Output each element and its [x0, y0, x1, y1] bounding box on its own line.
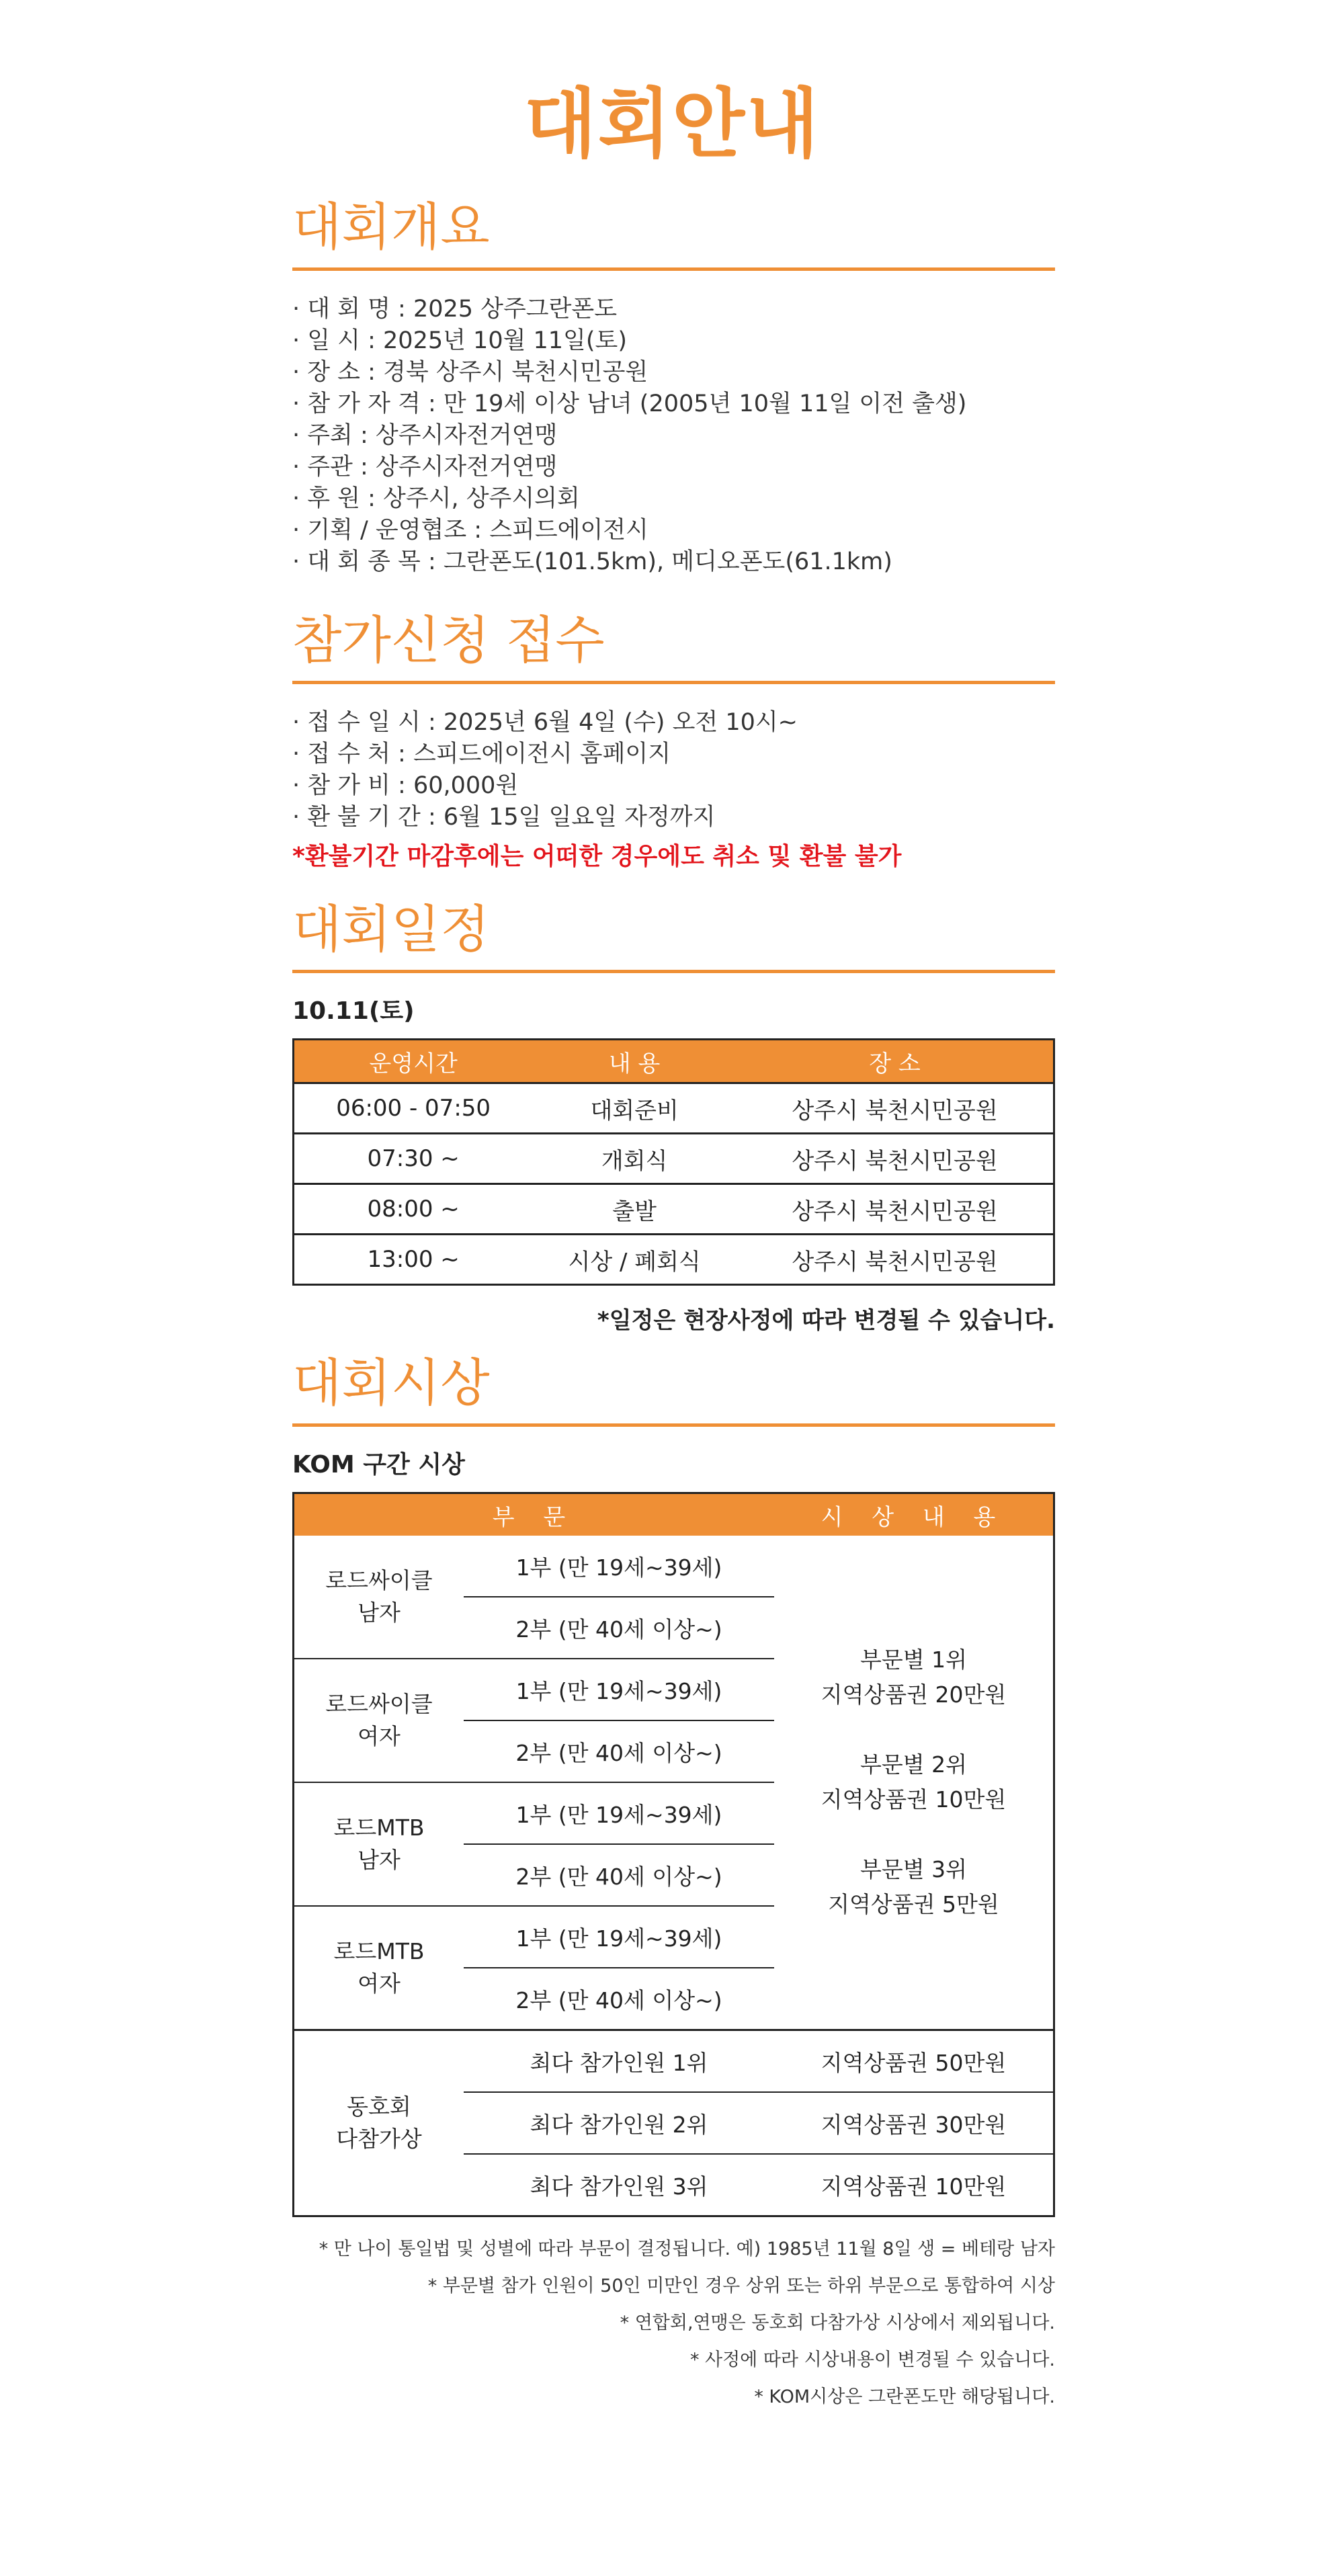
club-prize-cell: 지역상품권 30만원 [774, 2092, 1054, 2154]
awards-title: 대회시상 [292, 1358, 1055, 1427]
schedule-date: 10.11(토) [292, 997, 415, 1025]
list-item: · 주최 : 상주시자전거연맹 [292, 422, 558, 449]
category-line: 로드MTB [333, 1938, 425, 1964]
col-header: 내 용 [532, 1040, 737, 1083]
category-line: 남자 [358, 1599, 401, 1626]
col-header: 장 소 [737, 1040, 1054, 1083]
club-prize-cell: 지역상품권 10만원 [774, 2154, 1054, 2216]
category-line: 남자 [358, 1847, 401, 1873]
list-item: · 후 원 : 상주시, 상주시의회 [292, 485, 580, 512]
note-line: * 연합회,연맹은 동호회 다참가상 시상에서 제외됩니다. [620, 2313, 1055, 2333]
schedule-table [292, 1038, 1055, 1286]
list-item: · 기획 / 운영협조 : 스피드에이전시 [292, 517, 648, 544]
cell: 13:00 ~ [294, 1235, 533, 1285]
cell: 개회식 [532, 1134, 737, 1184]
category-line: 로드싸이클 [325, 1691, 433, 1717]
club-rank-cell: 최다 참가인원 2위 [464, 2092, 774, 2154]
list-item: · 장 소 : 경북 상주시 북천시민공원 [292, 359, 648, 386]
table-row [294, 1083, 1054, 1134]
prize-line: 부문별 3위 [860, 1856, 967, 1882]
prize-line: 지역상품권 20만원 [821, 1681, 1007, 1708]
list-item: · 환 불 기 간 : 6월 15일 일요일 자정까지 [292, 804, 716, 831]
table-row [294, 1134, 1054, 1184]
division-cell: 2부 (만 40세 이상~) [464, 1844, 774, 1906]
registration-list [292, 707, 1055, 833]
awards-subtitle: KOM 구간 시상 [292, 1451, 465, 1479]
overview-section [292, 197, 1055, 578]
awards-section [292, 1353, 1055, 2415]
division-cell: 2부 (만 40세 이상~) [464, 1597, 774, 1659]
note-line: * 부문별 참가 인원이 50인 미만인 경우 상위 또는 하위 부문으로 통합하여 시상 [427, 2276, 1055, 2296]
category-cell [294, 2030, 464, 2216]
col-header: 부 문 [294, 1493, 775, 1536]
division-cell: 1부 (만 19세~39세) [464, 1906, 774, 1968]
prize-line: 부문별 2위 [860, 1751, 967, 1778]
schedule-section [292, 899, 1055, 1335]
list-item: · 일 시 : 2025년 10월 11일(토) [292, 327, 627, 354]
category-line: 로드싸이클 [325, 1567, 433, 1593]
list-item: · 주관 : 상주시자전거연맹 [292, 454, 558, 481]
table-row [294, 1235, 1054, 1285]
col-header: 운영시간 [294, 1040, 533, 1083]
note-line: * 만 나이 통일법 및 성별에 따라 부문이 결정됩니다. 예) 1985년 11월 8일 생 = 베테랑 남자 [319, 2239, 1055, 2259]
division-cell: 1부 (만 19세~39세) [464, 1782, 774, 1844]
category-cell [294, 1906, 464, 2030]
list-item: · 접 수 일 시 : 2025년 6월 4일 (수) 오전 10시~ [292, 709, 798, 736]
cell: 상주시 북천시민공원 [737, 1134, 1054, 1184]
category-line: 여자 [358, 1970, 401, 1997]
cell: 08:00 ~ [294, 1184, 533, 1235]
note-line: * 사정에 따라 시상내용이 변경될 수 있습니다. [689, 2350, 1055, 2370]
schedule-note: *일정은 현장사정에 따라 변경될 수 있습니다. [597, 1307, 1055, 1334]
note-line: * KOM시상은 그란폰도만 해당됩니다. [754, 2386, 1055, 2407]
category-line: 로드MTB [333, 1815, 425, 1841]
division-cell: 1부 (만 19세~39세) [515, 1554, 722, 1581]
prize-line: 부문별 1위 [860, 1647, 967, 1673]
refund-warning: *환불기간 마감후에는 어떠한 경우에도 취소 및 환불 불가 [292, 843, 902, 870]
prize-line: 지역상품권 5만원 [828, 1891, 999, 1917]
cell: 상주시 북천시민공원 [737, 1083, 1054, 1134]
prize-cell [774, 1536, 1054, 2030]
category-line: 동호회 [347, 2093, 411, 2120]
category-cell [294, 1659, 464, 1782]
list-item: · 대 회 명 : 2025 상주그란폰도 [292, 296, 618, 323]
division-cell: 2부 (만 40세 이상~) [464, 1968, 774, 2030]
cell: 시상 / 폐회식 [532, 1235, 737, 1285]
registration-title: 참가신청 접수 [292, 615, 1055, 684]
cell: 06:00 - 07:50 [294, 1083, 533, 1134]
cell: 출발 [532, 1184, 737, 1235]
list-item: · 접 수 처 : 스피드에이전시 홈페이지 [292, 741, 671, 767]
page-title: 대회안내 [523, 81, 821, 168]
division-cell: 1부 (만 19세~39세) [464, 1659, 774, 1720]
category-line: 다참가상 [336, 2126, 422, 2152]
category-cell [294, 1536, 464, 1659]
cell: 상주시 북천시민공원 [737, 1184, 1054, 1235]
club-prize-cell: 지역상품권 50만원 [774, 2030, 1054, 2093]
table-header [294, 1040, 1054, 1083]
table-header [294, 1493, 1054, 1536]
list-item: · 참 가 비 : 60,000원 [292, 772, 519, 799]
col-header: 시 상 내 용 [774, 1493, 1054, 1536]
table-row [294, 1184, 1054, 1235]
category-cell [294, 1782, 464, 1906]
overview-list [292, 294, 1055, 578]
table-row [294, 1536, 1054, 1597]
club-rank-cell: 최다 참가인원 3위 [464, 2154, 774, 2216]
club-rank-cell: 최다 참가인원 1위 [464, 2030, 774, 2093]
table-row [294, 2030, 1054, 2093]
schedule-title: 대회일정 [292, 904, 1055, 973]
cell: 대회준비 [532, 1083, 737, 1134]
list-item: · 참 가 자 격 : 만 19세 이상 남녀 (2005년 10월 11일 이전 출생) [292, 390, 967, 417]
division-cell: 2부 (만 40세 이상~) [464, 1720, 774, 1782]
awards-notes [292, 2231, 1055, 2415]
list-item: · 대 회 종 목 : 그란폰도(101.5km), 메디오폰도(61.1km) [292, 548, 892, 575]
registration-section [292, 610, 1055, 872]
overview-title: 대회개요 [292, 202, 1055, 271]
prize-line: 지역상품권 10만원 [821, 1786, 1007, 1813]
cell: 07:30 ~ [294, 1134, 533, 1184]
cell: 상주시 북천시민공원 [737, 1235, 1054, 1285]
awards-table [292, 1492, 1055, 2217]
category-line: 여자 [358, 1723, 401, 1749]
